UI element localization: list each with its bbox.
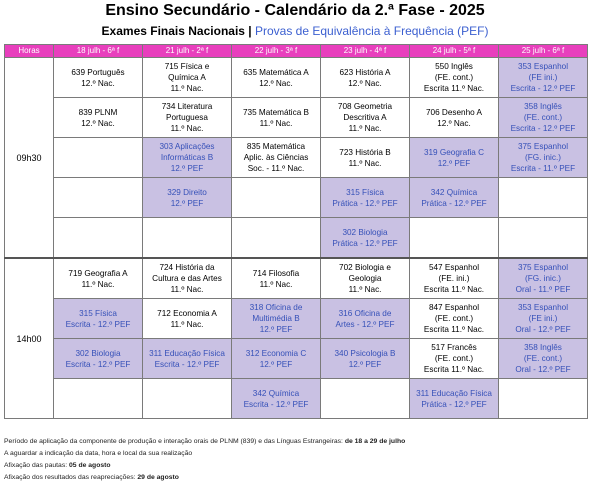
table-header-row: [5, 45, 588, 58]
exam-line: 550 Inglês: [435, 62, 473, 71]
exam-text: [321, 308, 409, 330]
exam-line: 11.º Nac.: [259, 118, 293, 128]
exam-line: 723 História B: [339, 147, 391, 157]
exam-cell-national: [410, 339, 499, 379]
exam-text: [54, 348, 142, 370]
exam-text: [499, 262, 587, 295]
exam-line: 12.º PEF: [437, 158, 471, 168]
exam-text: [54, 308, 142, 330]
column-header: 25 julh - 6ª f: [499, 45, 588, 58]
exam-line: 719 Geografia A: [68, 268, 128, 278]
exam-line: Descritiva A: [343, 113, 387, 122]
exam-line: Escrita - 12.º PEF: [510, 124, 576, 133]
empty-cell: [54, 379, 143, 419]
exam-line: 12.º Nac.: [348, 78, 382, 88]
exam-text: [321, 67, 409, 89]
hour-cell: 14h00: [5, 258, 54, 419]
exam-line: 708 Geometria: [337, 102, 393, 111]
exam-cell-pef: [499, 299, 588, 339]
empty-cell: [499, 218, 588, 259]
exam-line: Escrita - 12.º PEF: [154, 359, 220, 369]
exam-cell-national: [321, 138, 410, 178]
exam-cell-national: [54, 58, 143, 98]
exam-cell-pef: [321, 339, 410, 379]
exam-line: (FE ini.): [528, 73, 558, 82]
exam-text: [54, 107, 142, 129]
exam-line: 318 Oficina de: [249, 303, 303, 312]
exam-line: (FE. cont.): [434, 314, 474, 323]
exam-text: [321, 348, 409, 370]
exam-line: Escrita 11.º Nac.: [423, 84, 485, 93]
exam-line: 839 PLNM: [78, 107, 118, 117]
exam-text: [499, 141, 587, 174]
empty-cell: [499, 379, 588, 419]
empty-cell: [499, 178, 588, 218]
exam-text: [143, 262, 231, 295]
note-reappraisal-results: [4, 472, 588, 484]
exam-line: 847 Espanhol: [428, 303, 480, 312]
exam-cell-national: [232, 98, 321, 138]
subtitle-separator: |: [248, 24, 252, 38]
exam-line: 329 Direito: [167, 187, 207, 197]
exam-line: 12.º PEF: [259, 359, 293, 369]
exam-cell-national: [410, 258, 499, 299]
note-text: Afixação das pautas:: [4, 462, 69, 469]
column-header: 24 julh - 5ª f: [410, 45, 499, 58]
exam-line: 358 Inglês: [524, 102, 562, 111]
exam-text: [321, 187, 409, 209]
exam-cell-pef: [232, 339, 321, 379]
note-date: 05 de agosto: [69, 462, 111, 469]
exam-line: Escrita - 12.º PEF: [65, 319, 131, 329]
exam-line: Artes - 12.º PEF: [335, 319, 395, 329]
table-row: [5, 258, 588, 299]
exam-line: 12.º Nac.: [259, 78, 293, 88]
exam-line: Aplic. às Ciências: [243, 153, 309, 162]
exam-text: [321, 101, 409, 134]
note-text: Período de aplicação da componente de produção e interação orais de PLNM (839) e das Línguas Estrangeiras:: [4, 438, 345, 445]
exam-text: [232, 302, 320, 335]
subtitle-pef: Provas de Equivalência à Frequência (PEF): [255, 24, 489, 38]
exam-line: 303 Aplicações: [159, 142, 215, 151]
exam-cell-pef: [232, 299, 321, 339]
exam-text: [143, 187, 231, 209]
exam-line: 342 Química: [430, 187, 478, 197]
exam-line: 639 Português: [71, 67, 125, 77]
table-row: [5, 98, 588, 138]
exam-line: 12.º PEF: [348, 359, 382, 369]
exam-line: Prática - 12.º PEF: [332, 198, 398, 208]
exam-cell-pef: [143, 138, 232, 178]
exam-text: [499, 342, 587, 375]
exam-line: 714 Filosofia: [252, 268, 300, 278]
exam-text: [321, 227, 409, 249]
exam-cell-pef: [321, 299, 410, 339]
exam-cell-pef: [499, 339, 588, 379]
exam-line: 311 Educação Física: [149, 348, 225, 358]
table-row: [5, 379, 588, 419]
exam-line: Informáticas B: [160, 153, 214, 162]
exam-line: (FE. ini.): [438, 274, 470, 283]
exam-line: 316 Oficina de: [338, 308, 392, 318]
exam-line: 635 Matemática A: [243, 67, 309, 77]
exam-cell-pef: [499, 258, 588, 299]
empty-cell: [54, 138, 143, 178]
exam-line: (FG. inic.): [525, 153, 561, 162]
exam-line: 315 Física: [79, 308, 117, 318]
note-pending: [4, 448, 588, 460]
exam-cell-national: [143, 58, 232, 98]
exam-text: [321, 147, 409, 169]
exam-line: Oral - 12.º PEF: [515, 365, 571, 374]
exam-text: [232, 268, 320, 290]
exam-text: [232, 388, 320, 410]
exam-cell-national: [410, 98, 499, 138]
exam-line: Escrita - 11.º PEF: [510, 164, 576, 173]
exam-line: 11.º Nac.: [170, 124, 204, 133]
exam-cell-national: [321, 258, 410, 299]
exam-line: 12.º Nac.: [81, 78, 115, 88]
table-row: [5, 339, 588, 379]
exam-line: 11.º Nac.: [170, 319, 204, 329]
exam-line: Oral - 12.º PEF: [515, 325, 571, 334]
exam-line: 11.º Nac.: [348, 285, 382, 294]
exam-cell-national: [143, 98, 232, 138]
exam-line: 835 Matemática: [246, 142, 306, 151]
note-grades-posting: [4, 460, 588, 472]
exam-line: 11.º Nac.: [81, 279, 115, 289]
exam-text: [143, 308, 231, 330]
exam-line: Química A: [168, 73, 206, 82]
exam-cell-national: [143, 258, 232, 299]
exam-line: 11.º Nac.: [348, 124, 382, 133]
exam-line: 302 Biologia: [342, 227, 388, 237]
note-text: Afixação dos resultados das reapreciações:: [4, 474, 138, 481]
exam-line: Escrita 11.º Nac.: [423, 365, 485, 374]
empty-cell: [410, 218, 499, 259]
empty-cell: [321, 379, 410, 419]
exam-line: 353 Espanhol: [517, 303, 569, 312]
exam-text: [410, 107, 498, 129]
exam-cell-pef: [321, 218, 410, 259]
exam-text: [410, 147, 498, 169]
exam-cell-national: [410, 58, 499, 98]
exam-line: 11.º Nac.: [170, 285, 204, 294]
exam-line: Escrita 11.º Nac.: [423, 325, 485, 334]
exam-text: [321, 262, 409, 295]
exam-line: 706 Desenho A: [426, 107, 482, 117]
exam-line: 724 História da: [159, 263, 215, 272]
exam-line: 340 Psicologia B: [334, 348, 396, 358]
exam-cell-national: [232, 258, 321, 299]
exam-text: [54, 268, 142, 290]
table-row: [5, 218, 588, 259]
exam-line: 735 Matemática B: [243, 107, 309, 117]
table-row: [5, 299, 588, 339]
exam-line: 375 Espanhol: [517, 263, 569, 272]
exam-text: [232, 67, 320, 89]
exam-line: 734 Literatura: [161, 102, 213, 111]
exam-line: 547 Espanhol: [428, 263, 480, 272]
exam-line: (FE. cont.): [523, 354, 563, 363]
exam-cell-pef: [499, 58, 588, 98]
exam-cell-national: [410, 299, 499, 339]
empty-cell: [232, 218, 321, 259]
exam-line: 12.º PEF: [170, 198, 204, 208]
exam-line: Soc. - 11.º Nac.: [247, 164, 305, 173]
exam-text: [410, 388, 498, 410]
exam-line: Escrita - 12.º PEF: [510, 84, 576, 93]
exam-text: [410, 342, 498, 375]
exam-line: 712 Economia A: [157, 308, 217, 318]
exam-line: Geologia: [348, 274, 382, 283]
exam-cell-national: [54, 258, 143, 299]
exam-line: Oral - 11.º PEF: [515, 285, 571, 294]
exam-cell-pef: [143, 178, 232, 218]
exam-cell-pef: [410, 379, 499, 419]
exam-text: [143, 61, 231, 94]
exam-line: Prática - 12.º PEF: [421, 198, 487, 208]
exam-line: 12.º Nac.: [437, 118, 471, 128]
exam-cell-pef: [143, 339, 232, 379]
column-header: 21 julh - 2ª f: [143, 45, 232, 58]
subtitle-national-exams: Exames Finais Nacionais: [101, 24, 245, 38]
exam-line: 517 Francês: [431, 343, 477, 352]
exam-line: Multimédia B: [252, 314, 300, 323]
empty-cell: [143, 218, 232, 259]
table-row: [5, 178, 588, 218]
column-header: 18 julh - 6ª f: [54, 45, 143, 58]
column-header: Horas: [5, 45, 54, 58]
exam-text: [410, 187, 498, 209]
exam-line: Escrita - 12.º PEF: [243, 399, 309, 409]
exam-cell-national: [232, 58, 321, 98]
exam-line: 311 Educação Física: [416, 388, 492, 398]
empty-cell: [143, 379, 232, 419]
exam-text: [143, 101, 231, 134]
exam-line: 623 História A: [339, 67, 391, 77]
exam-line: Escrita 11.º Nac.: [423, 285, 485, 294]
exam-text: [410, 302, 498, 335]
exam-cell-pef: [321, 178, 410, 218]
exam-cell-national: [54, 98, 143, 138]
note-date: de 18 a 29 de julho: [344, 438, 406, 445]
exam-line: 12.º PEF: [170, 164, 204, 173]
empty-cell: [54, 218, 143, 259]
exam-text: [499, 302, 587, 335]
exam-text: [143, 141, 231, 174]
exam-cell-pef: [232, 379, 321, 419]
exam-text: [410, 262, 498, 295]
exam-text: [499, 101, 587, 134]
exam-text: [232, 348, 320, 370]
exam-text: [410, 61, 498, 94]
exam-line: 11.º Nac.: [259, 279, 293, 289]
table-row: [5, 138, 588, 178]
empty-cell: [54, 178, 143, 218]
exam-line: 302 Biologia: [75, 348, 121, 358]
exam-line: 12.º Nac.: [81, 118, 115, 128]
exam-line: Cultura e das Artes: [152, 274, 222, 283]
exam-line: Prática - 12.º PEF: [421, 399, 487, 409]
exam-cell-pef: [54, 299, 143, 339]
exam-cell-national: [232, 138, 321, 178]
exam-line: (FE. cont.): [434, 73, 474, 82]
note-text: A aguardar a indicação da data, hora e local da sua realização: [4, 450, 193, 457]
exam-line: 702 Biologia e: [339, 263, 391, 272]
column-header: 23 julh - 4ª f: [321, 45, 410, 58]
exam-line: 342 Química: [252, 388, 300, 398]
exam-cell-pef: [499, 138, 588, 178]
exam-text: [499, 61, 587, 94]
exam-line: 312 Economia C: [245, 348, 307, 358]
exam-cell-national: [321, 98, 410, 138]
exam-line: Prática - 12.º PEF: [332, 238, 398, 248]
exam-line: (FG. inic.): [525, 274, 561, 283]
exam-text: [232, 141, 320, 174]
exam-line: 11.º Nac.: [170, 84, 204, 93]
exam-cell-national: [143, 299, 232, 339]
exam-cell-pef: [410, 138, 499, 178]
note-date: 29 de agosto: [137, 474, 179, 481]
exam-cell-pef: [54, 339, 143, 379]
exam-line: 319 Geografia C: [423, 147, 485, 157]
footnotes: [4, 436, 588, 484]
page-title: Ensino Secundário - Calendário da 2.ª Fase - 2025: [105, 2, 485, 19]
table-row: [5, 58, 588, 98]
column-header: 22 julh - 3ª f: [232, 45, 321, 58]
exam-line: Portuguesa: [166, 113, 208, 122]
exam-text: [54, 67, 142, 89]
exam-line: 375 Espanhol: [517, 142, 569, 151]
exam-line: Escrita - 12.º PEF: [65, 359, 131, 369]
exam-line: 11.º Nac.: [348, 158, 382, 168]
exam-calendar-table: [4, 44, 588, 419]
exam-line: 12.º PEF: [259, 325, 293, 334]
page-subtitle: [0, 24, 590, 38]
empty-cell: [232, 178, 321, 218]
exam-line: 715 Física e: [164, 62, 210, 71]
exam-line: (FE. cont.): [523, 113, 563, 122]
exam-line: (FE. cont.): [434, 354, 474, 363]
hour-cell: 09h30: [5, 58, 54, 259]
exam-cell-pef: [410, 178, 499, 218]
exam-text: [232, 107, 320, 129]
note-oral-period: [4, 436, 588, 448]
exam-text: [143, 348, 231, 370]
exam-line: 358 Inglês: [524, 343, 562, 352]
exam-line: (FE ini.): [528, 314, 558, 323]
exam-line: 353 Espanhol: [517, 62, 569, 71]
exam-line: 315 Física: [346, 187, 384, 197]
exam-cell-national: [321, 58, 410, 98]
exam-cell-pef: [499, 98, 588, 138]
